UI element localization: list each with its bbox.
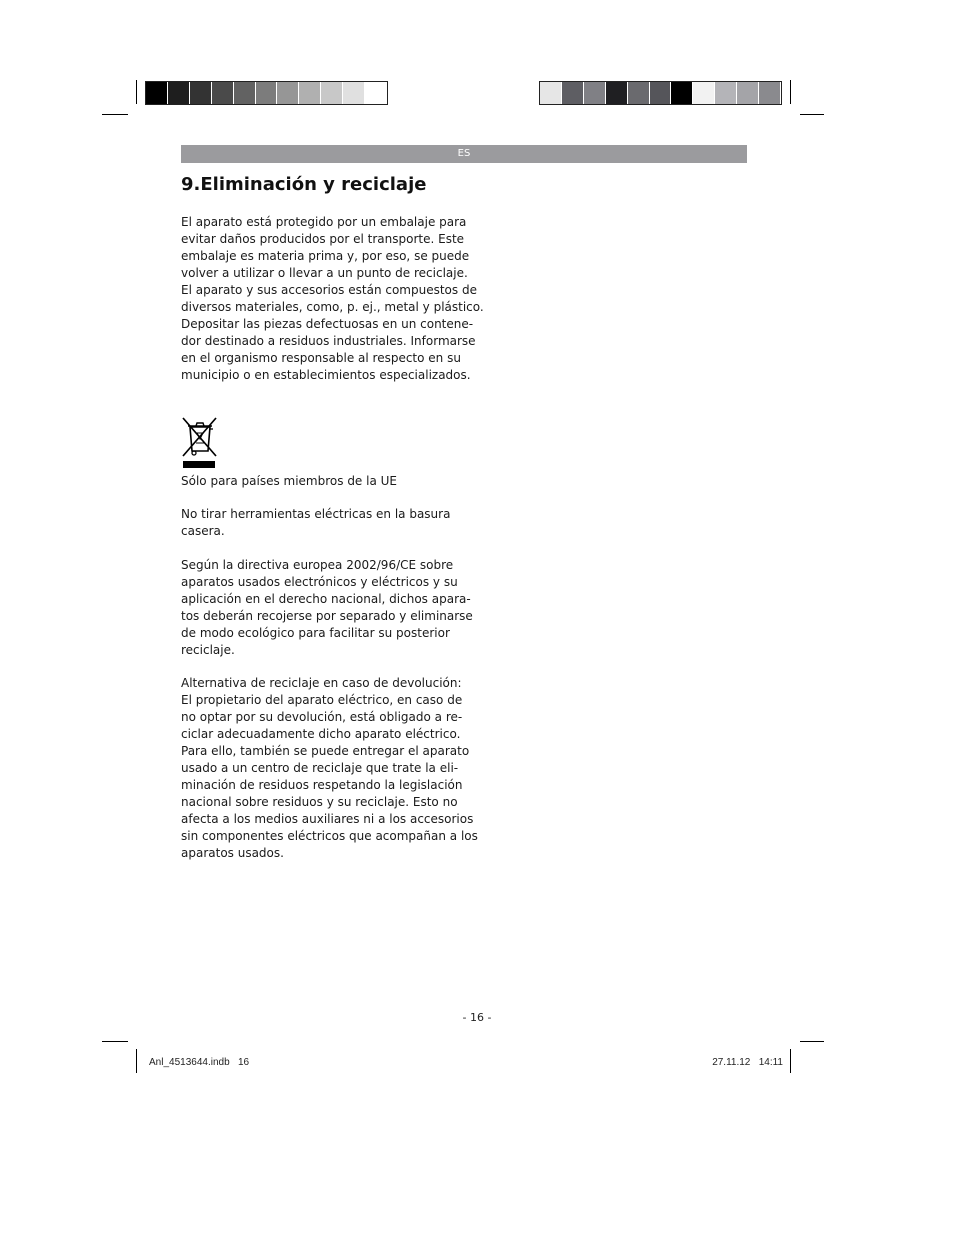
no-trash-paragraph (181, 506, 461, 540)
text-line: ciclar adecuadamente dicho aparato eléctrico. (181, 727, 461, 741)
color-swatch (650, 82, 672, 104)
color-swatch (693, 82, 715, 104)
color-swatch (343, 82, 365, 104)
color-swatch (715, 82, 737, 104)
text-line: El aparato y sus accesorios están compuestos de (181, 283, 477, 297)
text-line: aparatos usados. (181, 846, 284, 860)
text-line: El aparato está protegido por un embalaje para (181, 215, 467, 229)
text-line: evitar daños producidos por el transporte. Este (181, 232, 465, 246)
text-line: volver a utilizar o llevar a un punto de reciclaje. (181, 266, 468, 280)
crop-mark (102, 114, 128, 115)
color-swatch (146, 82, 168, 104)
directive-paragraph (181, 557, 473, 659)
page-number: - 16 - (462, 1011, 492, 1024)
color-swatch (628, 82, 650, 104)
text-line: Alternativa de reciclaje en caso de devolución: (181, 676, 462, 690)
text-line: No tirar herramientas eléctricas en la basura (181, 507, 451, 521)
crop-mark (136, 1049, 137, 1073)
text-line: usado a un centro de reciclaje que trate la eli- (181, 761, 459, 775)
crossed-out-wheelie-bin-icon (181, 415, 219, 471)
color-swatch (277, 82, 299, 104)
text-line: Depositar las piezas defectuosas en un contene- (181, 317, 474, 331)
alternative-paragraph (181, 675, 478, 862)
intro-paragraph (181, 214, 484, 384)
text-line: nacional sobre residuos y su reciclaje. Esto no (181, 795, 458, 809)
eu-only-text: Sólo para países miembros de la UE (181, 474, 397, 488)
color-swatch (321, 82, 343, 104)
color-swatch (212, 82, 234, 104)
color-swatch (190, 82, 212, 104)
text-line: reciclaje. (181, 643, 235, 657)
crop-mark (800, 114, 824, 115)
color-swatch (606, 82, 628, 104)
text-line: El propietario del aparato eléctrico, en caso de (181, 693, 463, 707)
print-timestamp: 27.11.12 14:11 (712, 1057, 783, 1068)
color-swatch (562, 82, 584, 104)
text-line: aparatos usados electrónicos y eléctricos y su (181, 575, 458, 589)
crop-mark (790, 80, 791, 104)
eu-only-note (181, 473, 461, 490)
text-line: de modo ecológico para facilitar su posterior (181, 626, 450, 640)
language-bar (181, 145, 747, 163)
text-line: no optar por su devolución, está obligado a re- (181, 710, 463, 724)
crop-mark (102, 1041, 128, 1042)
text-line: tos deberán recojerse por separado y eliminarse (181, 609, 473, 623)
text-line: diversos materiales, como, p. ej., metal y plástico. (181, 300, 484, 314)
text-line: embalaje es materia prima y, por eso, se puede (181, 249, 470, 263)
color-swatch (540, 82, 562, 104)
color-swatch (234, 82, 256, 104)
color-swatch (584, 82, 606, 104)
section-title: 9.Eliminación y reciclaje (181, 174, 427, 195)
text-line: afecta a los medios auxiliares ni a los accesorios (181, 812, 474, 826)
text-line: Para ello, también se puede entregar el aparato (181, 744, 470, 758)
file-info: Anl_4513644.indb 16 (149, 1057, 250, 1068)
color-calibration-bar-left (145, 81, 388, 105)
color-swatch (168, 82, 190, 104)
color-swatch (256, 82, 278, 104)
language-label: ES (457, 148, 471, 159)
crop-mark (136, 80, 137, 104)
color-swatch (759, 82, 781, 104)
color-calibration-bar-right (539, 81, 782, 105)
crop-mark (790, 1049, 791, 1073)
text-line: sin componentes eléctricos que acompañan a los (181, 829, 478, 843)
text-line: en el organismo responsable al respecto en su (181, 351, 461, 365)
text-line: minación de residuos respetando la legislación (181, 778, 463, 792)
crop-mark (800, 1041, 824, 1042)
text-line: dor destinado a residuos industriales. Informarse (181, 334, 476, 348)
text-line: municipio o en establecimientos especializados. (181, 368, 471, 382)
color-swatch (299, 82, 321, 104)
text-line: casera. (181, 524, 225, 538)
text-line: aplicación en el derecho nacional, dichos apara- (181, 592, 471, 606)
text-line: Según la directiva europea 2002/96/CE sobre (181, 558, 454, 572)
color-swatch (365, 82, 387, 104)
color-swatch (737, 82, 759, 104)
color-swatch (671, 82, 693, 104)
